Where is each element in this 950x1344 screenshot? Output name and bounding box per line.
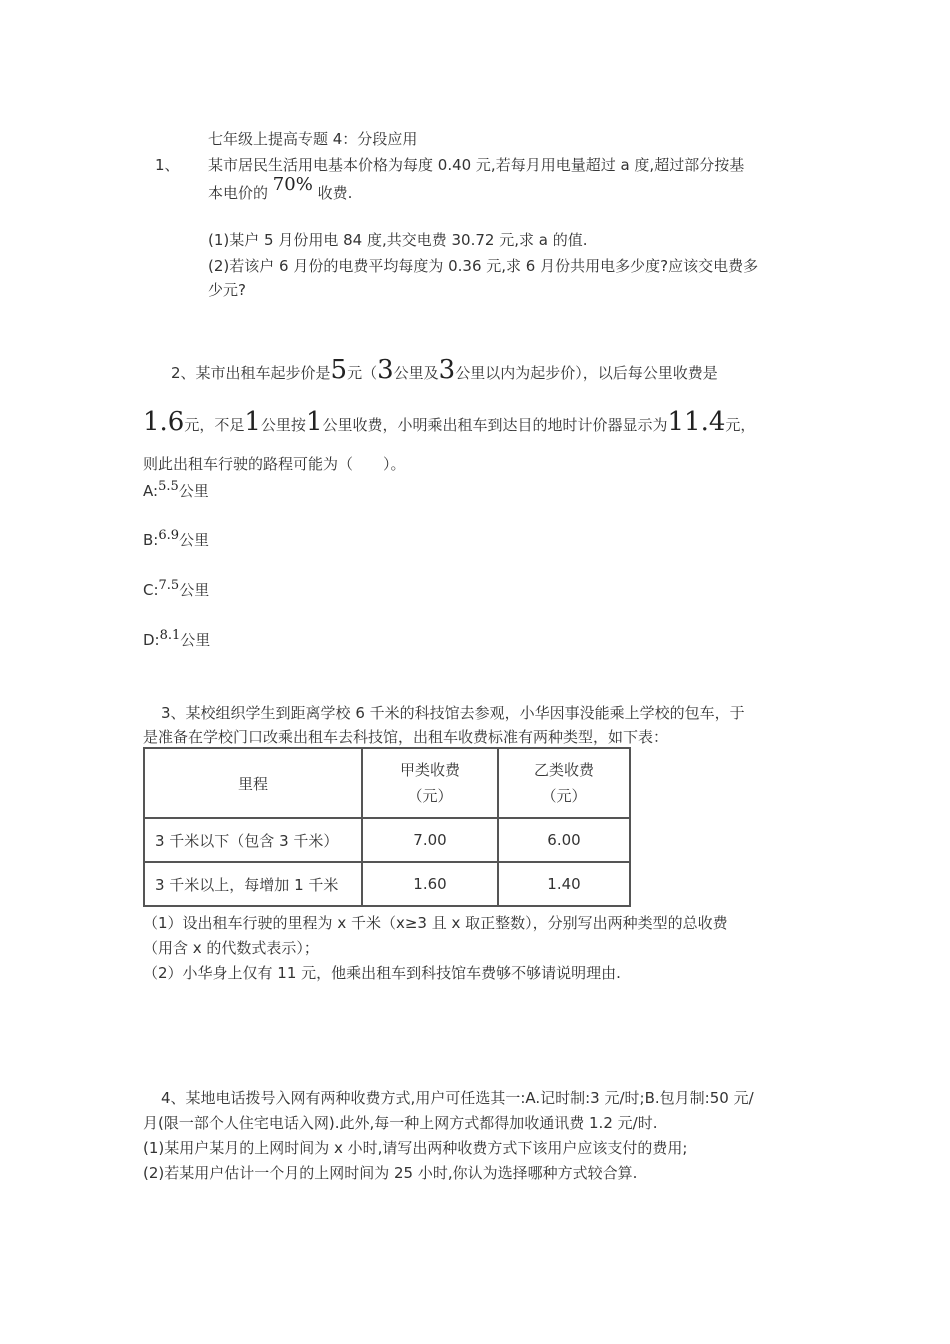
q4-line1: 4、某地电话拨号入网有两种收费方式,用户可任选其一:A.记时制:3 元/时;B.包月制:50 元/	[161, 1089, 754, 1107]
header-type-b-title: 乙类收费	[533, 761, 594, 779]
q2-line1	[171, 350, 718, 393]
q2-num-1-6: 1.6	[143, 407, 185, 437]
table-row	[144, 862, 630, 906]
q2-num-3b: 3	[438, 355, 456, 385]
option-value: 8.1	[159, 628, 181, 643]
q2-num-11-4: 11.4	[667, 407, 726, 437]
row-fee-b: 6.00	[498, 818, 630, 862]
q1-line2	[208, 174, 353, 203]
q2-num-3a: 3	[377, 355, 394, 385]
q2-num-1a: 1	[244, 407, 261, 437]
header-type-b-unit: （元）	[541, 787, 587, 805]
option-label: A:	[143, 482, 159, 500]
q2-line3: 则此出租车行驶的路程可能为（ ）。	[143, 455, 406, 473]
table-row	[144, 818, 630, 862]
q2-text-1: 2、某市出租车起步价是	[171, 364, 331, 382]
q2-text-4: 公里以内为起步价），以后每公里收费是	[455, 364, 718, 382]
q2-line2	[143, 402, 755, 445]
q2-text-5: 元，不足	[184, 416, 245, 434]
q2-option-c	[143, 579, 209, 600]
option-value: 7.5	[158, 578, 180, 593]
q2-option-b	[143, 529, 209, 550]
q2-option-d	[143, 629, 210, 650]
row-fee-a: 7.00	[362, 818, 498, 862]
q1-sub1: (1)某户 5 月份用电 84 度,共交电费 30.72 元,求 a 的值.	[208, 231, 588, 249]
option-label: B:	[143, 531, 159, 549]
q2-text-8: 元，	[725, 416, 756, 434]
q2-text-2: 元（	[347, 364, 378, 382]
q1-line2-text: 本电价的	[208, 184, 269, 202]
q4-sub1: (1)某用户某月的上网时间为 x 小时,请写出两种收费方式下该用户应该支付的费用;	[143, 1139, 688, 1157]
header-type-a-unit: （元）	[407, 787, 453, 805]
option-label: C:	[143, 581, 159, 599]
header-mileage: 里程	[144, 748, 362, 818]
option-unit: 公里	[179, 581, 210, 599]
page-title: 七年级上提高专题 4：分段应用	[208, 130, 418, 148]
option-value: 5.5	[158, 479, 179, 494]
q3-sub1-line2: （用含 x 的代数式表示）；	[143, 939, 319, 957]
q1-sub2-line1: (2)若该户 6 月份的电费平均每度为 0.36 元,求 6 月份共用电多少度?应该交电费多	[208, 257, 759, 275]
option-unit: 公里	[178, 482, 209, 500]
q2-text-7: 公里收费，小明乘出租车到达目的地时计价器显示为	[322, 416, 668, 434]
row-mileage: 3 千米以下（包含 3 千米）	[144, 818, 362, 862]
q1-line1: 某市居民生活用电基本价格为每度 0.40 元,若每月用电量超过 a 度,超过部分按基	[208, 156, 745, 174]
header-type-b	[498, 748, 630, 818]
q4-line2: 月(限一部个人住宅电话入网).此外,每一种上网方式都得加收通讯费 1.2 元/时.	[143, 1114, 658, 1132]
q1-number: 1、	[155, 156, 180, 174]
fee-table	[143, 747, 631, 907]
q4-sub2: (2)若某用户估计一个月的上网时间为 25 小时,你认为选择哪种方式较合算.	[143, 1164, 638, 1182]
option-unit: 公里	[179, 531, 210, 549]
q3-line2: 是准备在学校门口改乘出租车去科技馆，出租车收费标准有两种类型，如下表：	[143, 728, 669, 746]
option-unit: 公里	[180, 631, 211, 649]
q1-percent: 70%	[272, 174, 313, 195]
header-type-a	[362, 748, 498, 818]
header-type-a-title: 甲类收费	[399, 761, 460, 779]
q2-text-6: 公里按	[260, 416, 306, 434]
q1-sub2-line2: 少元?	[208, 281, 246, 299]
table-header-row	[144, 748, 630, 818]
q2-num-1b: 1	[305, 407, 323, 437]
q3-line1: 3、某校组织学生到距离学校 6 千米的科技馆去参观，小华因事没能乘上学校的包车，于	[161, 704, 745, 722]
row-fee-a: 1.60	[362, 862, 498, 906]
q3-sub2: （2）小华身上仅有 11 元，他乘出租车到科技馆车费够不够请说明理由.	[143, 964, 621, 982]
q2-option-a	[143, 480, 209, 501]
q2-num-5: 5	[330, 355, 348, 385]
option-label: D:	[143, 631, 160, 649]
q1-line2-end: 收费.	[317, 184, 353, 202]
option-value: 6.9	[158, 528, 180, 543]
row-fee-b: 1.40	[498, 862, 630, 906]
q2-text-3: 公里及	[393, 364, 439, 382]
q3-sub1-line1: （1）设出租车行驶的里程为 x 千米（x≥3 且 x 取正整数），分别写出两种类型的总收费	[143, 914, 728, 932]
row-mileage: 3 千米以上，每增加 1 千米	[144, 862, 362, 906]
